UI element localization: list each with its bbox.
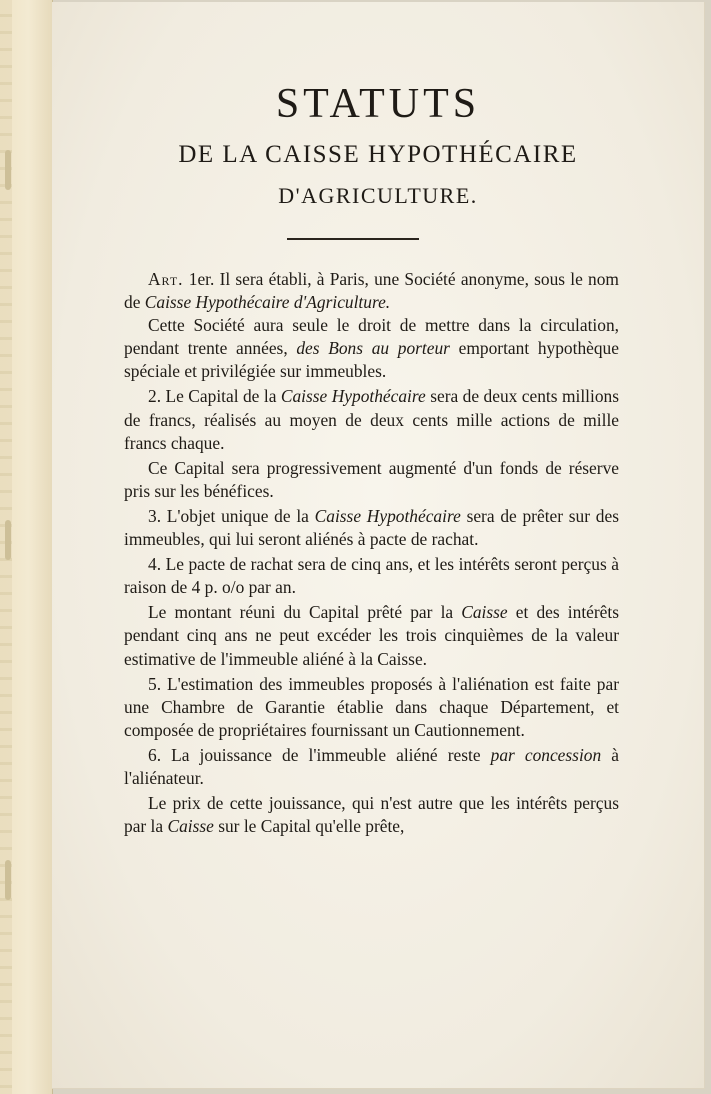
article-3: 3. L'objet unique de la Caisse Hypothécaire sera de prêter sur des immeubles, qui lui seront aliénés à pacte de rachat. — [124, 505, 619, 550]
article-2-paragraph-2: Ce Capital sera progressivement augmenté d'un fonds de réserve pris sur les bénéfices. — [124, 457, 619, 501]
article-label: Art. — [148, 269, 184, 289]
article-1 — [124, 268, 619, 314]
article-2: 2. Le Capital de la Caisse Hypothécaire sera de deux cents millions de francs, réalisés au moyen de deux cents mille actions de mille francs chaque. — [124, 386, 619, 453]
subtitle-line-2: D'AGRICULTURE. — [278, 183, 478, 208]
article-text: Il sera établi, à Paris, une Société anonyme, sous le nom de — [124, 269, 619, 313]
company-name: Caisse Hypothécaire d'Agriculture. — [144, 292, 391, 313]
article-6-paragraph-2: Le prix de cette jouissance, qui n'est autre que les intérêts perçus par la Caisse sur le Capital qu'elle prête, — [124, 793, 619, 837]
subtitle-line-1: DE LA CAISSE HYPOTHÉCAIRE — [178, 141, 578, 168]
book-spine — [0, 0, 53, 1094]
article-4: 4. Le pacte de rachat sera de cinq ans, et les intérêts seront perçus à raison de 4 p. o/o par an. — [124, 554, 619, 598]
document-page — [52, 2, 705, 1089]
page-title: STATUTS — [275, 81, 481, 127]
article-6: 6. La jouissance de l'immeuble aliéné reste par concession à l'aliénateur. — [124, 744, 619, 788]
article-number: 1er. — [188, 269, 215, 289]
article-1-paragraph-2: Cette Société aura seule le droit de mettre dans la circulation, pendant trente années, des Bons au porteur emportant hypothèque spéciale et privilégiée sur immeubles. — [124, 315, 619, 382]
title-rule — [287, 238, 419, 240]
binding-stitch — [5, 150, 11, 190]
statutes-body — [124, 268, 619, 838]
binding-stitch — [5, 860, 11, 900]
binding-stitch — [5, 520, 11, 560]
article-4-paragraph-2: Le montant réuni du Capital prêté par la Caisse et des intérêts pendant cinq ans ne peut excéder les trois cinquièmes de la valeur estimative de l'immeuble aliéné à la Caisse. — [124, 602, 619, 669]
article-5: 5. L'estimation des immeubles proposés à l'aliénation est faite par une Chambre de Garantie établie dans chaque Département, et composée de propriétaires fournissant un Cautionnement. — [124, 673, 619, 740]
